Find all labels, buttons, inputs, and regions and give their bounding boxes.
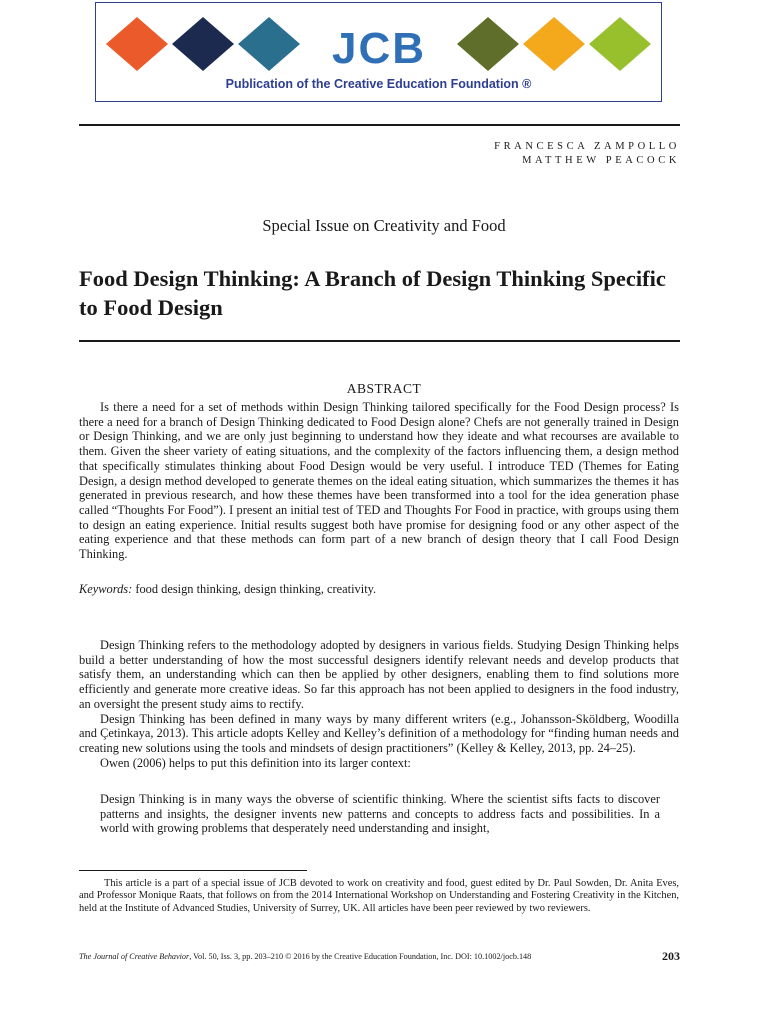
abstract-heading: ABSTRACT (346, 381, 422, 396)
publication-line: Publication of the Creative Education Foundation ® (225, 77, 532, 91)
body-paragraph: Owen (2006) helps to put this definition into its larger context: (100, 755, 411, 770)
special-issue-label: Special Issue on Creativity and Food (262, 216, 506, 235)
body-paragraph: Design Thinking refers to the methodology adopted by designers in various fields. Studying Design Thinking helps build a better understanding of how the most successful designers identify relevant needs and develop products that satisfy them, an understanding which can then be applied by other designers, enabling them to find solutions more efficiently and generate more creative ideas. So far this approach has not been applied to designers in the food industry, an oversight the present study aims to rectify. (79, 638, 679, 711)
citation-footer (79, 952, 679, 961)
block-quote: Design Thinking is in many ways the obverse of scientific thinking. Where the scientist sifts facts to discover patterns and insights, the designer invents new patterns and concepts to address facts and possibilities. In a world with growing problems that desperately need understanding and insight, (100, 792, 660, 836)
keywords-value: food design thinking, design thinking, creativity. (135, 582, 377, 596)
citation-details: , Vol. 50, Iss. 3, pp. 203–210 © 2016 by the Creative Education Foundation, Inc. DOI: 10.1002/jocb.148 (189, 952, 532, 961)
title-divider (79, 340, 680, 342)
teal-diamond-icon (238, 17, 300, 71)
footnote-divider (79, 870, 307, 871)
lime-diamond-icon (589, 17, 651, 71)
keywords-line (79, 582, 679, 597)
footnote-text: This article is a part of a special issue of JCB devoted to work on creativity and food, guest edited by Dr. Paul Sowden, Dr. Anita Eves, and Professor Monique Raats, that follows on from the 2014 International Workshop on Understanding and Fostering Creativity in the Kitchen, held at the Institute of Advanced Studies, University of Surrey, UK. All articles have been peer reviewed by two reviewers. (79, 878, 679, 914)
body-paragraph: Design Thinking has been defined in many ways by many different writers (e.g., Johansson-Sköldberg, Woodilla and Çetinkaya, 2013). This article adopts Kelley and Kelley’s definition of a methodology for “finding human needs and creating new solutions using the tools and mindsets of design practitioners” (Kelley & Kelley, 2013, pp. 24–25). (79, 711, 679, 755)
orange-diamond-icon (106, 17, 168, 71)
author-name: FRANCESCA ZAMPOLLO (494, 141, 680, 152)
logo-row (96, 17, 661, 71)
page-number: 203 (662, 949, 680, 963)
amber-diamond-icon (523, 17, 585, 71)
top-divider (79, 124, 680, 126)
journal-header-banner (95, 2, 662, 102)
author-list (494, 140, 680, 168)
jcb-logo-text: JCB (332, 24, 427, 73)
navy-diamond-icon (172, 17, 234, 71)
body-text (79, 638, 679, 770)
olive-diamond-icon (457, 17, 519, 71)
journal-name: The Journal of Creative Behavior (79, 952, 190, 961)
author-name: MATTHEW PEACOCK (522, 155, 680, 166)
article-title: Food Design Thinking: A Branch of Design Thinking Specific to Food Design (79, 266, 666, 320)
abstract-text: Is there a need for a set of methods within Design Thinking tailored specifically for the Food Design process? Is there a need for a branch of Design Thinking dedicated to Food Design alone? Chefs are not generally trained in Design or Design Thinking, and we are only just beginning to understand how they ideate and what recourses are available to them. Given the sheer variety of eating situations, and the complexity of the factors influencing them, a design method that specifically stimulates thinking about Food Design would be very useful. I introduce TED (Themes for Eating Design, a design method developed to generate themes on the ideal eating situation, which summarizes the themes it has generated in previous research, and how these themes have been transformed into a tool for the idea generation phase called “Thoughts For Food”). I present an initial test of TED and Thoughts For Food in practice, with groups using them to design an eating experience. Initial results suggest both have promise for designing food or any other aspect of the eating experience and that these methods can form part of a new branch of design theory that I call Food Design Thinking. (79, 400, 679, 562)
keywords-label: Keywords: (79, 582, 133, 596)
